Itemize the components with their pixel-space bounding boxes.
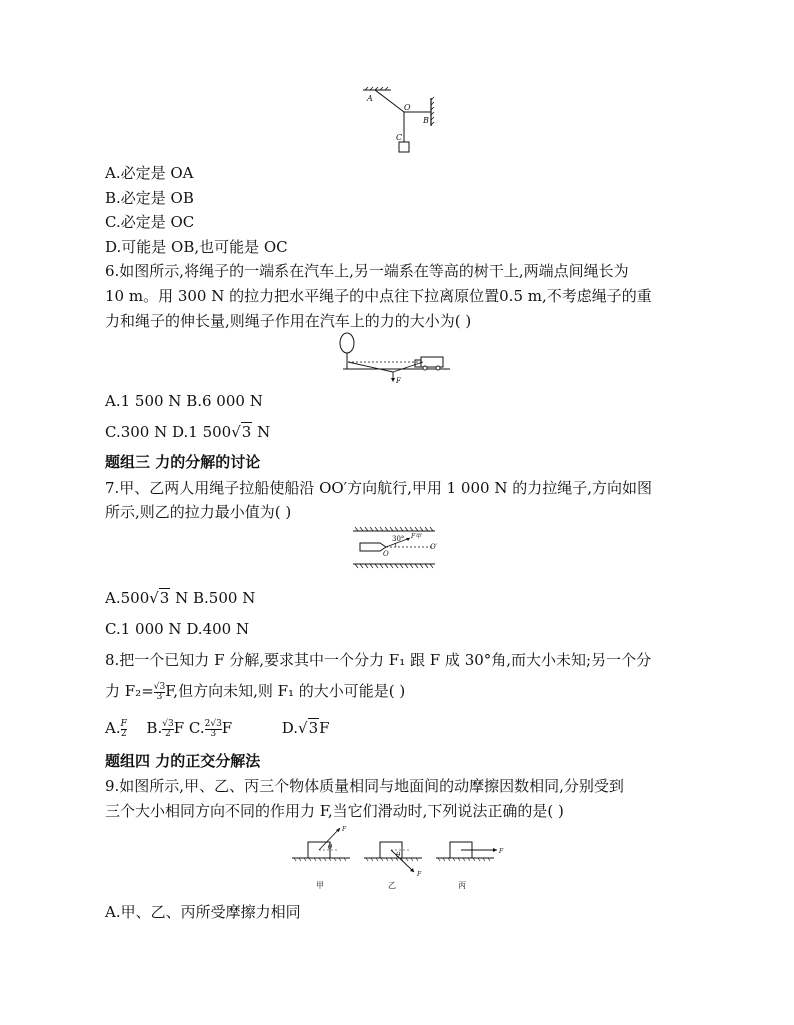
label-f: F (342, 826, 347, 833)
q7-options-row1-a: A.500 (105, 589, 150, 607)
q8-stem-line2 (105, 681, 405, 702)
label-theta: θ (328, 843, 333, 851)
label-o-prime: O′ (430, 543, 438, 551)
figure-boat-channel (350, 524, 440, 574)
q8-options (105, 718, 330, 739)
q8-line2-prefix: 力 F₂= (105, 682, 154, 700)
figure-rope-knot (355, 86, 440, 156)
figure-tree-truck (335, 331, 455, 389)
label-f: F (417, 871, 422, 878)
q9-stem-line2: 三个大小相同方向不同的作用力 F,当它们滑动时,下列说法正确的是( ) (105, 802, 564, 820)
section-4-title: 题组四 力的正交分解法 (105, 752, 261, 770)
q5-option-a: A.必定是 OA (105, 164, 194, 182)
q6-options-row2 (105, 422, 270, 442)
fraction (205, 720, 222, 739)
label-o: O (404, 103, 411, 112)
fraction-denominator: 2 (120, 728, 127, 739)
q8-option-c-unit: F (221, 719, 233, 737)
sqrt-radicand: 3 (308, 719, 319, 737)
q9-stem-line1: 9.如图所示,甲、乙、丙三个物体质量相同与地面间的动摩擦因数相同,分别受到 (105, 777, 624, 795)
caption-yi: 乙 (388, 881, 396, 890)
label-c: C (396, 133, 403, 142)
label-a: A (367, 94, 373, 103)
label-angle: 30° (392, 535, 405, 543)
sqrt-radicand: 3 (241, 423, 252, 441)
label-f: F (499, 848, 504, 855)
q6-options-row2-unit: N (252, 423, 271, 441)
figure-three-blocks (290, 822, 515, 894)
q8-option-d-label: D. (281, 719, 299, 737)
label-f: F (396, 377, 401, 385)
q8-option-d-unit: F (319, 719, 330, 737)
fraction (154, 683, 165, 702)
q6-stem-line1: 6.如图所示,将绳子的一端系在汽车上,另一端系在等高的树干上,两端点间绳长为 (105, 262, 629, 280)
caption-jia: 甲 (316, 881, 324, 890)
sqrt-sign: √3 (231, 423, 252, 441)
section-3-title: 题组三 力的分解的讨论 (105, 453, 261, 471)
q8-stem-line1: 8.把一个已知力 F 分解,要求其中一个分力 F₁ 跟 F 成 30°角,而大小未知;另一个分 (105, 651, 652, 669)
q8-line2-suffix: F,但方向未知,则 F₁ 的大小可能是( ) (165, 682, 406, 700)
q6-stem-line2: 10 m。用 300 N 的拉力把水平绳子的中点往下拉离原位置0.5 m,不考虑绳子的重 (105, 287, 652, 305)
q7-options-row2: C.1 000 N D.400 N (105, 620, 250, 638)
sqrt-sign: √3 (298, 719, 319, 737)
label-o: O (383, 550, 389, 558)
fraction-numerator: √3 (153, 681, 166, 692)
q8-option-b-label: B. (146, 719, 163, 737)
fraction-numerator: F (120, 718, 127, 729)
q5-option-b: B.必定是 OB (105, 189, 194, 207)
fraction-denominator: 3 (210, 728, 217, 739)
q5-option-c: C.必定是 OC (105, 213, 195, 231)
fraction (162, 720, 173, 739)
q5-option-d: D.可能是 OB,也可能是 OC (105, 238, 288, 256)
fraction-numerator: 2√3 (204, 718, 222, 729)
q8-option-a-label: A. (105, 719, 121, 737)
label-b: B (423, 116, 429, 125)
q8-option-b-unit: F (173, 719, 185, 737)
q6-options-row1: A.1 500 N B.6 000 N (105, 392, 263, 410)
label-f-jia: F甲 (411, 533, 422, 540)
q8-option-c-label: C. (188, 719, 205, 737)
q7-options-row1 (105, 588, 255, 608)
caption-bing: 丙 (458, 881, 466, 890)
q9-option-a: A.甲、乙、丙所受摩擦力相同 (105, 903, 301, 921)
sqrt-sign: √3 (149, 589, 170, 607)
q6-stem-line3: 力和绳子的伸长量,则绳子作用在汽车上的力的大小为( ) (105, 312, 472, 330)
fraction-denominator: 3 (156, 691, 163, 702)
q7-options-row1-b: N B.500 N (170, 589, 256, 607)
fraction-numerator: √3 (162, 718, 174, 729)
label-theta: θ (396, 851, 401, 859)
sqrt-radicand: 3 (159, 589, 170, 607)
fraction-denominator: 2 (165, 728, 171, 739)
q7-stem-line2: 所示,则乙的拉力最小值为( ) (105, 503, 292, 521)
q6-options-row2-text: C.300 N D.1 500 (105, 423, 232, 441)
q7-stem-line1: 7.甲、乙两人用绳子拉船使船沿 OO′方向航行,甲用 1 000 N 的力拉绳子,方向如图 (105, 479, 652, 497)
fraction (121, 720, 127, 739)
